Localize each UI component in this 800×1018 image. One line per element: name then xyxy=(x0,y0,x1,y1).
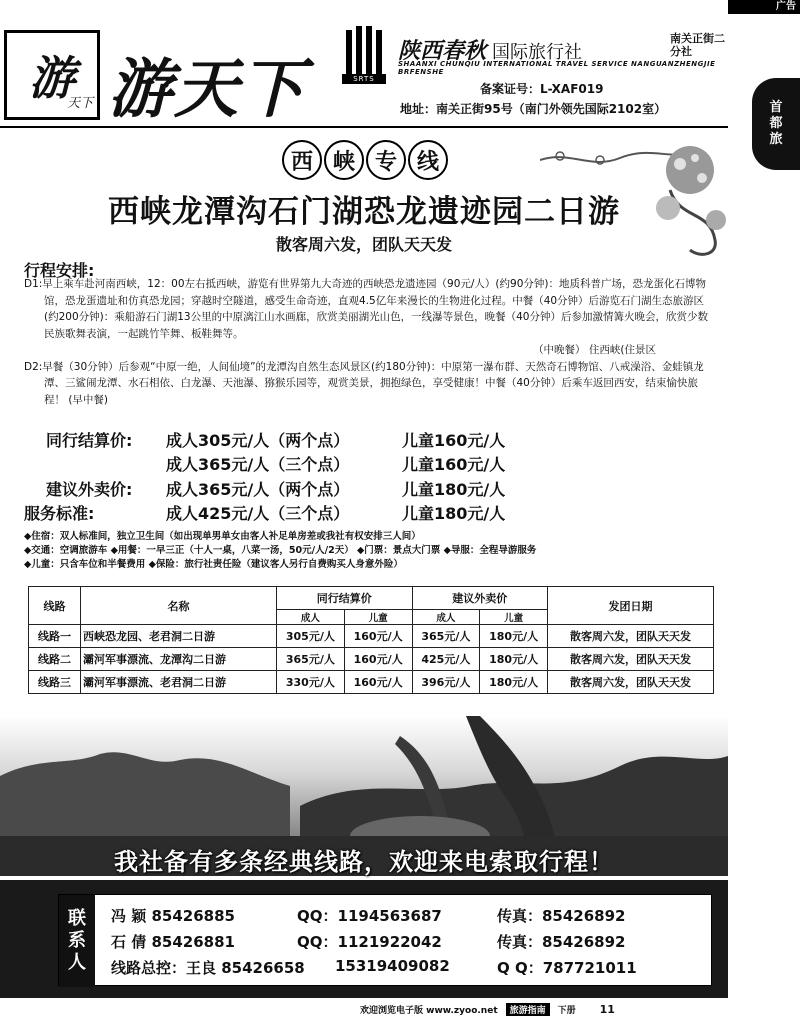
license-number: 备案证号：L-XAF019 xyxy=(480,82,604,96)
service-line: ◆交通：空调旅游车 ◆用餐：一早三正（十人一桌，八菜一汤，50元/人/2天） ◆门票：景点大门票 ◆导服：全程导游服务 xyxy=(24,545,537,556)
table-row xyxy=(29,625,714,648)
branch-name: 南关正街二分社 xyxy=(670,32,725,58)
side-tab-char: 都 xyxy=(769,116,783,131)
cell-date: 散客周六发，团队天天发 xyxy=(548,648,714,671)
contact-qq: Q Q：787721011 xyxy=(497,959,637,977)
footer-badge: 旅游指南 xyxy=(506,1003,550,1016)
footer-volume: 下册 xyxy=(557,1005,576,1016)
col-date: 发团日期 xyxy=(548,587,714,625)
cell-peer-adult: 330元/人 xyxy=(277,671,345,694)
contact-row xyxy=(111,905,626,926)
cell-name: 灞河军事漂流、龙潭沟二日游 xyxy=(81,648,277,671)
contact-phone: 石 倩 85426881 xyxy=(111,933,235,951)
child-price: 儿童180元/人 xyxy=(402,480,506,499)
cell-peer-adult: 305元/人 xyxy=(277,625,345,648)
cell-date: 散客周六发，团队天天发 xyxy=(548,671,714,694)
cell-name: 灞河军事漂流、老君洞二日游 xyxy=(81,671,277,694)
side-tab-char: 首 xyxy=(769,100,783,115)
price-table xyxy=(28,586,714,694)
footer xyxy=(360,1000,720,1018)
price-label xyxy=(46,452,166,475)
contact-fax: 传真：85426892 xyxy=(497,907,626,925)
contact-label-char: 系 xyxy=(68,930,86,951)
logo-char: 游 xyxy=(29,51,75,105)
contact-phone: 冯 颖 85426885 xyxy=(111,907,235,925)
contact-section xyxy=(0,880,728,998)
contact-qq: QQ：1194563687 xyxy=(297,907,442,925)
cell-route: 线路二 xyxy=(29,648,81,671)
agency-name-main: 陕西春秋 xyxy=(398,38,487,64)
col-adult: 成人 xyxy=(277,610,345,625)
child-price: 儿童160元/人 xyxy=(402,455,506,474)
cell-sug-adult: 425元/人 xyxy=(412,648,480,671)
cell-peer-child: 160元/人 xyxy=(344,625,412,648)
cell-sug-child: 180元/人 xyxy=(480,671,548,694)
col-route: 线路 xyxy=(29,587,81,625)
col-adult: 成人 xyxy=(412,610,480,625)
cell-peer-child: 160元/人 xyxy=(344,671,412,694)
page-number: 11 xyxy=(599,1002,615,1016)
logo xyxy=(4,30,100,120)
contact-fax: 传真：85426892 xyxy=(497,933,626,951)
tag-char: 线 xyxy=(408,140,448,180)
agency-name-rest: 国际旅行社 xyxy=(492,42,583,63)
child-price: 儿童160元/人 xyxy=(402,431,506,450)
cell-date: 散客周六发，团队天天发 xyxy=(548,625,714,648)
service-line: ◆儿童：只含车位和半餐费用 ◆保险：旅行社责任险（建议客人另行自费购买人身意外险） xyxy=(24,559,403,570)
cell-sug-child: 180元/人 xyxy=(480,625,548,648)
sub-title: 散客周六发，团队天天发 xyxy=(275,235,452,254)
slogan: 我社备有多条经典线路，欢迎来电索取行程！ xyxy=(114,848,614,876)
tag-char: 峡 xyxy=(324,140,364,180)
day1-meals: （中晚餐） 住西峡(住景区 xyxy=(533,344,656,356)
price-row xyxy=(46,477,562,500)
cell-peer-adult: 365元/人 xyxy=(277,648,345,671)
col-suggest-price: 建议外卖价 xyxy=(412,587,548,610)
day1-text: D1:早上乘车赴河南西峡，12：00左右抵西峡，游览有世界第九大奇迹的西峡恐龙遗迹园（90元/人）(约90分钟)：地质科普广场，恐龙蛋化石博物馆，恐龙蛋遗址和仿真恐龙园；穿越时空隧道，感受生命奇迹，直观4.5亿年来漫长的生物进化过程。中餐（40分钟）后游览石门湖生态旅游区(约200分钟)：乘船游石门湖13公里的中原漓江山水画廊，欣赏美丽湖光山色，一线瀑等景色，晚餐（40分钟）后参加激情篝火晚会，欣赏少数民族歌舞表演，一起跳竹竿舞、板鞋舞等。 xyxy=(24,278,708,340)
day2-text: D2:早餐（30分钟）后参观“中原一绝，人间仙境”的龙潭沟自然生态风景区(约180分钟)：中原第一瀑布群、天然奇石博物馆、八戒澡浴、金蛙镇龙潭、三鲨闹龙潭、水石相依、白龙瀑、天池瀑、猕猴乐园等，观赏美景，拥抱绿色，享受健康！中餐（40分钟）后乘车返回西安，结束愉快旅程！ (早中餐) xyxy=(24,360,704,406)
price-row xyxy=(24,501,562,524)
adult-price: 成人365元/人（两个点） xyxy=(166,480,350,499)
contact-label-char: 联 xyxy=(68,908,86,929)
cell-route: 线路三 xyxy=(29,671,81,694)
price-row xyxy=(46,428,562,451)
contact-box xyxy=(58,894,712,986)
col-name: 名称 xyxy=(81,587,277,625)
service-line: ◆住宿：双人标准间，独立卫生间（如出现单男单女由客人补足单房差或我社有权安排三人间） xyxy=(24,531,421,542)
tag-char: 专 xyxy=(366,140,406,180)
contact-mobile: 15319409082 xyxy=(335,957,450,975)
srts-logo xyxy=(342,24,386,84)
srts-label: SRTS xyxy=(342,74,386,84)
contact-label-char: 人 xyxy=(68,952,86,973)
table-row xyxy=(29,648,714,671)
price-label: 同行结算价: xyxy=(46,431,133,450)
itinerary xyxy=(24,276,716,408)
contact-qq: QQ：1121922042 xyxy=(297,933,442,951)
col-child: 儿童 xyxy=(344,610,412,625)
table-row xyxy=(29,671,714,694)
price-row xyxy=(46,452,562,475)
adult-price: 成人365元/人（三个点） xyxy=(166,455,350,474)
footer-text: 欢迎浏览电子版 www.zyoo.net xyxy=(360,1005,498,1016)
contact-label xyxy=(59,895,95,987)
col-peer-price: 同行结算价 xyxy=(277,587,413,610)
main-title: 西峡龙潭沟石门湖恐龙遗迹园二日游 xyxy=(108,194,620,230)
itinerary-heading: 行程安排: xyxy=(24,261,95,280)
adult-price: 成人305元/人（两个点） xyxy=(166,431,350,450)
agency-english-name: SHAANXI CHUNQIU INTERNATIONAL TRAVEL SERVICE NANGUANZHENGJIE BRFENSHE xyxy=(398,60,716,76)
cell-sug-adult: 365元/人 xyxy=(412,625,480,648)
side-tab xyxy=(752,78,800,170)
side-tab-char: 旅 xyxy=(769,132,783,147)
cell-peer-child: 160元/人 xyxy=(344,648,412,671)
address: 地址：南关正街95号（南门外领先国际2102室） xyxy=(400,102,667,116)
adult-price: 成人425元/人（三个点） xyxy=(166,504,350,523)
cell-route: 线路一 xyxy=(29,625,81,648)
contact-manager: 线路总控：王良 85426658 xyxy=(111,959,305,977)
cell-sug-adult: 396元/人 xyxy=(412,671,480,694)
col-child: 儿童 xyxy=(480,610,548,625)
cell-name: 西峡恐龙园、老君洞二日游 xyxy=(81,625,277,648)
service-standards xyxy=(24,530,724,572)
cell-sug-child: 180元/人 xyxy=(480,648,548,671)
ad-label: 广告 xyxy=(728,0,800,14)
service-heading: 服务标准: xyxy=(24,504,95,523)
child-price: 儿童180元/人 xyxy=(402,504,506,523)
contact-row xyxy=(111,957,637,978)
contact-row xyxy=(111,931,626,952)
brand-title: 游天下 xyxy=(108,52,306,127)
header xyxy=(0,16,728,128)
tag-char: 西 xyxy=(282,140,322,180)
route-tag xyxy=(282,140,448,180)
logo-small-text: 天下 xyxy=(66,96,93,111)
price-label: 建议外卖价: xyxy=(46,480,133,499)
